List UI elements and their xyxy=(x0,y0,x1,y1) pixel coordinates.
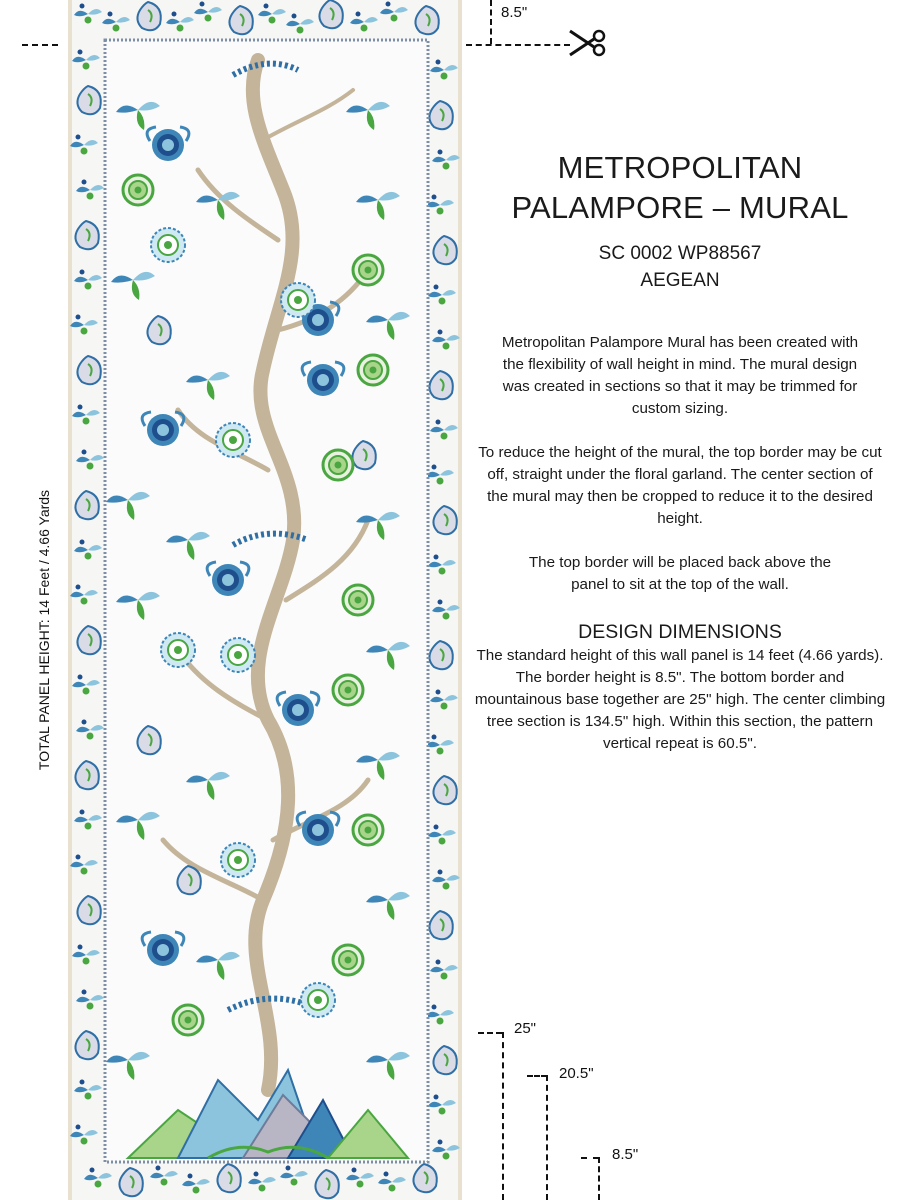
bottom-border-garland xyxy=(84,1164,437,1198)
cut-line-left xyxy=(22,44,58,46)
base-height-label: 25" xyxy=(514,1020,537,1037)
design-dimensions-heading: DESIGN DIMENSIONS xyxy=(578,621,782,643)
mid-height-label: 20.5" xyxy=(559,1065,594,1082)
product-subtitle xyxy=(470,240,890,294)
mural-illustration xyxy=(68,0,462,1200)
mid-marker-line xyxy=(546,1075,548,1200)
product-sku: SC 0002 WP88567 xyxy=(598,243,762,264)
mid-marker-top xyxy=(527,1075,547,1077)
top-border-height-label: 8.5" xyxy=(501,4,528,21)
mural-panel xyxy=(68,0,462,1200)
product-title-line1: METROPOLITAN xyxy=(557,150,803,185)
left-border xyxy=(70,50,104,1145)
cut-line-right xyxy=(466,44,570,46)
top-border-garland xyxy=(74,0,439,34)
bottom-border-marker-line xyxy=(598,1157,600,1200)
bottom-border-height-label: 8.5" xyxy=(612,1146,639,1163)
description-paragraph-2: To reduce the height of the mural, the top border may be cut off, straight under the floral garland. The center section of the mural may then be cropped to reduce it to the desired height. xyxy=(478,444,882,527)
description-paragraph-1: Metropolitan Palampore Mural has been created with the flexibility of wall height in mind. The mural design was created in sections so that it may be trimmed for custom sizing. xyxy=(501,334,859,417)
design-dimensions-text: The standard height of this wall panel is 14 feet (4.66 yards). The border height is 8.5". The bottom border and mountainous base together are 25" high. The center climbing tree section is 134.5" high. Within this section, the pattern vertical repeat is 60.5". xyxy=(474,647,886,752)
top-border-marker xyxy=(490,0,492,44)
total-panel-height-label: TOTAL PANEL HEIGHT: 14 Feet / 4.66 Yards xyxy=(36,489,52,771)
product-colorway: AEGEAN xyxy=(640,270,720,291)
base-marker-line xyxy=(502,1032,504,1200)
bottom-border-marker-top xyxy=(581,1157,599,1159)
product-title-line2: PALAMPORE – MURAL xyxy=(511,190,849,225)
product-title xyxy=(470,148,890,228)
right-border xyxy=(426,60,460,1160)
base-marker-top xyxy=(478,1032,502,1034)
scissors-icon xyxy=(568,29,608,57)
description-paragraph-3: The top border will be placed back above the panel to sit at the top of the wall. xyxy=(528,554,832,593)
